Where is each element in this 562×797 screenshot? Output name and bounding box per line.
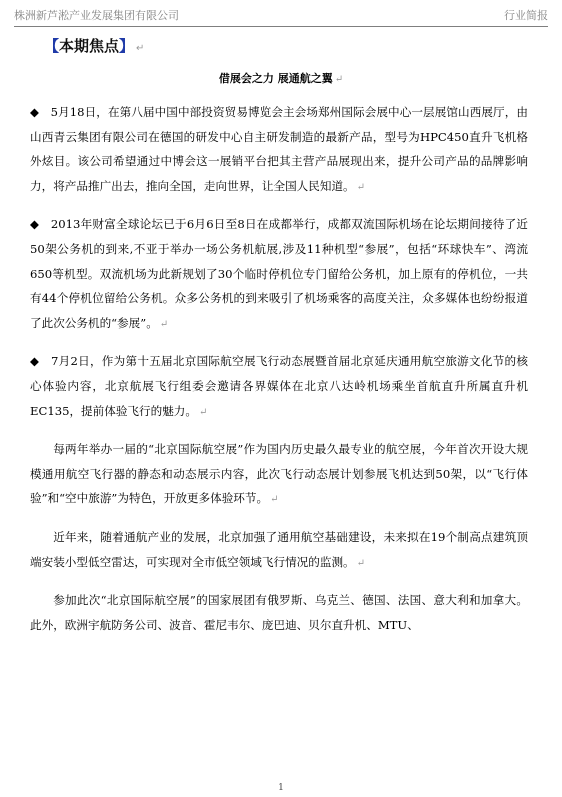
page-footer bbox=[0, 783, 562, 793]
paragraph bbox=[30, 588, 528, 637]
paragraph bbox=[30, 100, 528, 200]
paragraph-mark-icon: ↵ bbox=[159, 318, 169, 330]
article-body bbox=[30, 100, 528, 649]
paragraph bbox=[30, 525, 528, 576]
paragraph-text: 参加此次“北京国际航空展”的国家展团有俄罗斯、乌克兰、德国、法国、意大利和加拿大。此外，欧洲宇航防务公司、波音、霍尼韦尔、庞巴迪、贝尔直升机、MTU、 bbox=[30, 593, 528, 632]
paragraph bbox=[30, 437, 528, 513]
paragraph-text: ◆ 2013年财富全球论坛已于6月6日至8日在成都举行，成都双流国际机场在论坛期间接待了近50架公务机的到来,不亚于举办一场公务机航展,涉及11种机型“参展”，包括“环球快车”、湾流650等机型。双流机场为此新规划了30个临时停机位专门留给公务机，加上原有的停机位，一共有44个停机位留给公务机。众多公务机的到来吸引了机场乘客的高度关注，众多媒体也纷纷报道了此次公务机的“参展”。 bbox=[30, 217, 528, 330]
focus-heading-text: 本期焦点 bbox=[59, 37, 120, 55]
article-title bbox=[0, 70, 562, 86]
paragraph-mark-icon: ↵ bbox=[356, 181, 366, 193]
paragraph-mark-icon: ↵ bbox=[356, 557, 366, 569]
paragraph bbox=[30, 212, 528, 337]
paragraph-text: ◆ 5月18日，在第八届中国中部投资贸易博览会主会场郑州国际会展中心一层展馆山西展厅，由山西青云集团有限公司在德国的研发中心自主研发制造的最新产品，型号为HPC450直升飞机格外炫目。该公司希望通过中博会这一展销平台把其主营产品展现出来，提升公司产品的品牌影响力，将产品推广出去，推向全国，走向世界，让全国人民知道。 bbox=[30, 105, 528, 193]
focus-heading bbox=[44, 35, 144, 56]
paragraph-mark-icon: ↵ bbox=[199, 406, 208, 418]
paragraph-text: 每两年举办一届的“北京国际航空展”作为国内历史最久最专业的航空展，今年首次开设大规模通用航空飞行器的静态和动态展示内容，此次飞行动态展计划参展飞机达到50架，以“飞行体验”和“空中旅游”为特色，开放更多体验环节。 bbox=[30, 442, 528, 506]
paragraph-mark-icon: ↵ bbox=[136, 43, 145, 54]
paragraph-mark-icon: ↵ bbox=[270, 494, 279, 506]
page-number: 1 bbox=[278, 783, 284, 793]
page-header bbox=[14, 6, 548, 27]
paragraph-mark-icon: ↵ bbox=[334, 74, 344, 85]
paragraph-text: ◆ 7月2日，作为第十五届北京国际航空展飞行动态展暨首届北京延庆通用航空旅游文化节的核心体验内容，北京航展飞行组委会邀请各界媒体在北京八达岭机场乘坐首航直升所属直升机EC135，提前体验飞行的魅力。 bbox=[30, 354, 528, 418]
paragraph bbox=[30, 349, 528, 425]
focus-bracket-open: 【 bbox=[44, 37, 60, 55]
article-title-text: 借展会之力 展通航之翼 bbox=[218, 72, 333, 85]
focus-bracket-close: 】 bbox=[119, 37, 135, 55]
header-company: 株洲新芦淞产业发展集团有限公司 bbox=[14, 9, 179, 22]
header-category: 行业简报 bbox=[504, 9, 548, 22]
paragraph-text: 近年来，随着通航产业的发展，北京加强了通用航空基础建设，未来拟在19个制高点建筑顶端安装小型低空雷达，可实现对全市低空领域飞行情况的监测。 bbox=[30, 529, 528, 569]
